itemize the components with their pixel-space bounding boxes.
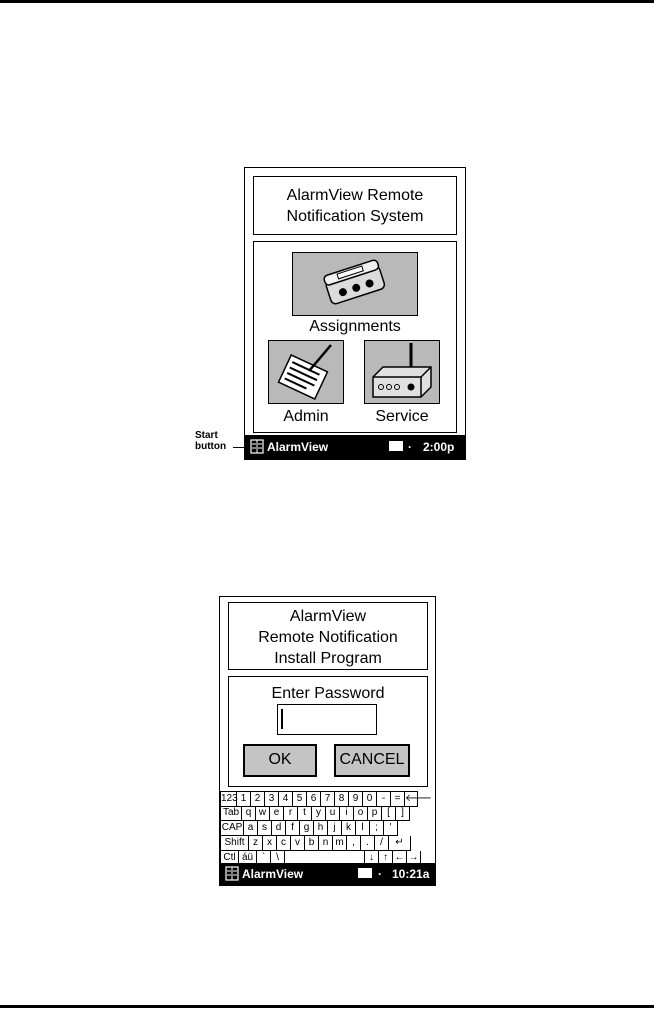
key[interactable]: b bbox=[305, 836, 319, 851]
taskbar-clock: 10:21a bbox=[392, 867, 430, 881]
install-title-line1: AlarmView bbox=[289, 608, 367, 625]
key-up-arrow[interactable]: ↑ bbox=[379, 851, 393, 866]
install-screen bbox=[219, 596, 436, 886]
ok-button[interactable]: OK bbox=[243, 744, 317, 777]
key[interactable]: g bbox=[300, 821, 314, 836]
key[interactable]: 9 bbox=[349, 791, 363, 807]
key-ctrl[interactable]: Ctl bbox=[220, 851, 239, 866]
key[interactable]: [ bbox=[382, 806, 396, 821]
callout-line2: button bbox=[195, 441, 227, 452]
key-left-arrow[interactable]: ← bbox=[393, 851, 407, 866]
key[interactable]: , bbox=[347, 836, 361, 851]
key[interactable]: o bbox=[354, 806, 368, 821]
key[interactable]: ] bbox=[396, 806, 410, 821]
key[interactable]: d bbox=[272, 821, 286, 836]
taskbar bbox=[245, 435, 465, 459]
cancel-button[interactable]: CANCEL bbox=[334, 744, 410, 777]
key[interactable]: 2 bbox=[251, 791, 265, 807]
keyboard-row-2 bbox=[220, 806, 410, 821]
key-accents[interactable]: áü bbox=[239, 851, 257, 866]
install-title-line2: Remote Notification bbox=[258, 629, 398, 646]
key-caps[interactable]: CAP bbox=[220, 821, 244, 836]
taskbar-clock: 2:00p bbox=[423, 440, 455, 454]
keyboard-row-4 bbox=[220, 836, 411, 851]
taskbar-app-name[interactable]: AlarmView bbox=[242, 867, 304, 881]
main-menu-screen bbox=[244, 167, 466, 460]
key[interactable]: n bbox=[319, 836, 333, 851]
callout-pointer bbox=[233, 447, 244, 448]
key[interactable]: k bbox=[342, 821, 356, 836]
key[interactable]: m bbox=[333, 836, 347, 851]
bottom-rule bbox=[0, 1005, 654, 1008]
service-button[interactable] bbox=[364, 340, 440, 404]
start-button-icon[interactable] bbox=[225, 866, 239, 881]
key[interactable]: e bbox=[270, 806, 284, 821]
input-menu-arrow[interactable]: · bbox=[408, 440, 412, 454]
key-right-arrow[interactable]: → bbox=[407, 851, 421, 866]
key[interactable]: . bbox=[361, 836, 375, 851]
key-shift[interactable]: Shift bbox=[220, 836, 249, 851]
key-enter[interactable]: ↵ bbox=[389, 836, 411, 851]
key[interactable]: = bbox=[391, 791, 405, 807]
callout-line1: Start bbox=[195, 430, 218, 441]
key[interactable]: 7 bbox=[321, 791, 335, 807]
keyboard-row-1 bbox=[220, 791, 432, 806]
key[interactable]: 0 bbox=[363, 791, 377, 807]
key[interactable]: h bbox=[314, 821, 328, 836]
key[interactable]: z bbox=[249, 836, 263, 851]
app-title-line1: AlarmView Remote bbox=[286, 187, 424, 204]
password-panel bbox=[228, 676, 428, 787]
text-caret bbox=[281, 709, 283, 729]
service-label: Service bbox=[375, 408, 429, 425]
key[interactable]: a bbox=[244, 821, 258, 836]
key[interactable]: 5 bbox=[293, 791, 307, 807]
password-input[interactable] bbox=[277, 704, 377, 735]
taskbar-app-name[interactable]: AlarmView bbox=[267, 440, 329, 454]
keyboard-icon[interactable] bbox=[358, 868, 372, 878]
app-title-line2: Notification System bbox=[286, 208, 424, 225]
key-backspace[interactable]: 🡐 bbox=[405, 791, 418, 807]
admin-button[interactable] bbox=[268, 340, 344, 404]
key[interactable]: ` bbox=[257, 851, 271, 866]
title-panel bbox=[253, 176, 457, 235]
key[interactable]: p bbox=[368, 806, 382, 821]
key-down-arrow[interactable]: ↓ bbox=[365, 851, 379, 866]
key[interactable]: / bbox=[375, 836, 389, 851]
notepad-icon bbox=[269, 341, 343, 403]
key[interactable]: 4 bbox=[279, 791, 293, 807]
keyboard-icon[interactable] bbox=[389, 441, 403, 451]
key[interactable]: j bbox=[328, 821, 342, 836]
assignments-label: Assignments bbox=[309, 318, 401, 335]
key[interactable]: q bbox=[242, 806, 256, 821]
menu-panel bbox=[253, 241, 457, 433]
key[interactable]: ' bbox=[384, 821, 398, 836]
key[interactable]: r bbox=[284, 806, 298, 821]
assignments-button[interactable] bbox=[292, 252, 418, 316]
key[interactable]: ; bbox=[370, 821, 384, 836]
key[interactable]: 1 bbox=[237, 791, 251, 807]
key[interactable]: x bbox=[263, 836, 277, 851]
start-button-icon[interactable] bbox=[250, 439, 264, 454]
install-title-line3: Install Program bbox=[274, 650, 382, 667]
input-menu-arrow[interactable]: · bbox=[378, 867, 382, 881]
key[interactable]: l bbox=[356, 821, 370, 836]
top-rule bbox=[0, 0, 654, 3]
keyboard-row-3 bbox=[220, 821, 398, 836]
pager-icon bbox=[293, 253, 417, 315]
key[interactable]: 8 bbox=[335, 791, 349, 807]
key[interactable]: i bbox=[340, 806, 354, 821]
key[interactable]: v bbox=[291, 836, 305, 851]
key-123[interactable]: 123 bbox=[220, 791, 237, 807]
password-prompt: Enter Password bbox=[271, 685, 385, 702]
key[interactable]: 3 bbox=[265, 791, 279, 807]
taskbar bbox=[220, 863, 435, 885]
key[interactable]: w bbox=[256, 806, 270, 821]
key[interactable]: c bbox=[277, 836, 291, 851]
admin-label: Admin bbox=[283, 408, 329, 425]
key-tab[interactable]: Tab bbox=[220, 806, 242, 821]
key[interactable]: - bbox=[377, 791, 391, 807]
key[interactable]: t bbox=[298, 806, 312, 821]
key[interactable]: 6 bbox=[307, 791, 321, 807]
key[interactable]: s bbox=[258, 821, 272, 836]
key[interactable]: y bbox=[312, 806, 326, 821]
modem-icon bbox=[365, 341, 439, 403]
start-button-callout bbox=[195, 430, 226, 452]
key[interactable]: u bbox=[326, 806, 340, 821]
key[interactable]: f bbox=[286, 821, 300, 836]
key[interactable]: \ bbox=[271, 851, 285, 866]
install-title-panel bbox=[228, 602, 428, 670]
